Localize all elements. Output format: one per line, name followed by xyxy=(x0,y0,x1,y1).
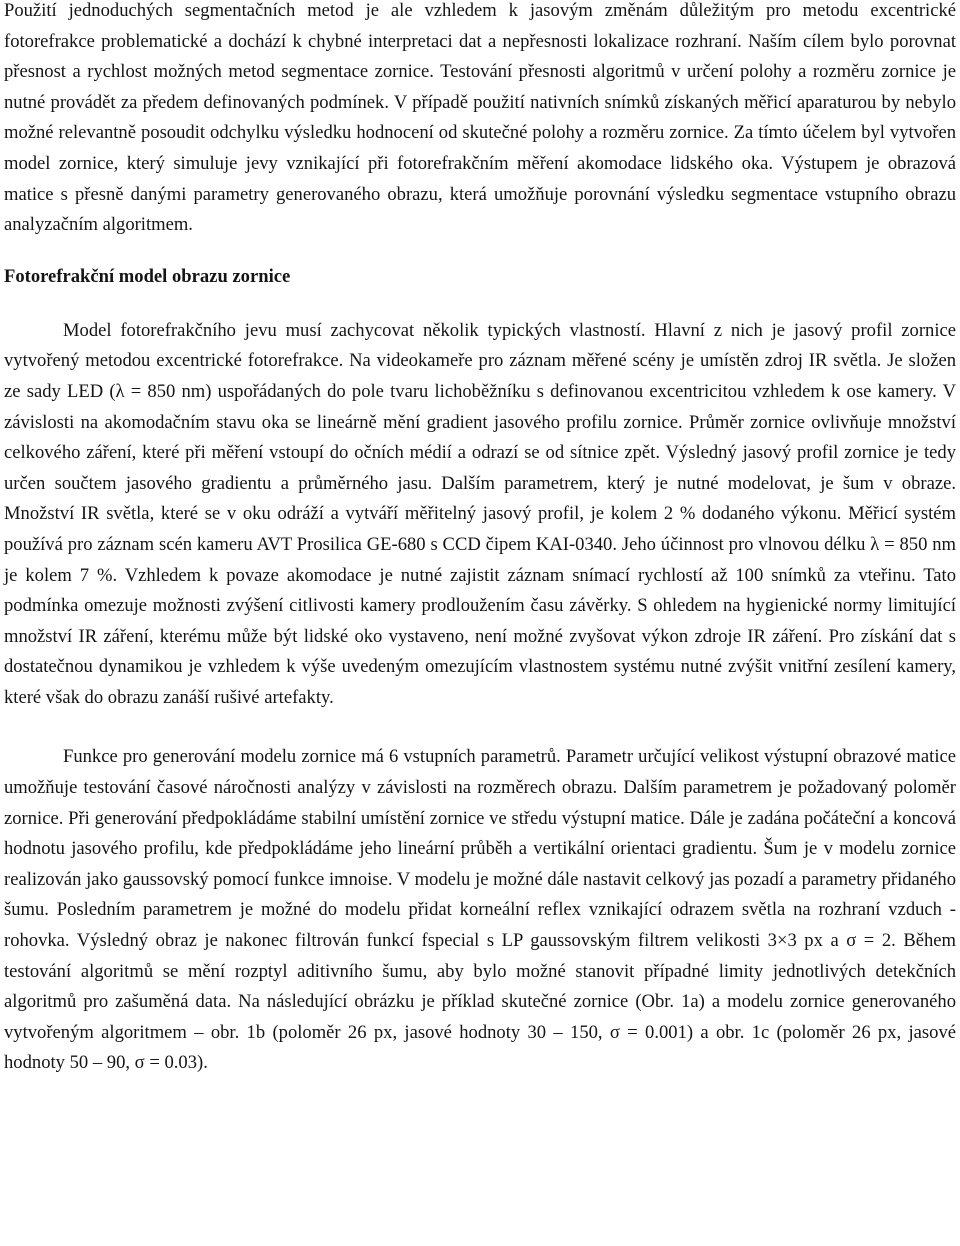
section-heading: Fotorefrakční model obrazu zornice xyxy=(4,265,291,287)
paragraph-model: Model fotorefrakčního jevu musí zachycovat několik typických vlastností. Hlavní z nich je jasový profil zornice vytvořený metodou excentrické fotorefrakce. Na videokameře pro záznam měřené scény je umístěn zdroj IR světla. Je složen ze sady LED (λ = 850 nm) uspořádaných do pole tvaru lichoběžníku s definovanou excentricitou vzhledem k ose kamery. V závislosti na akomodačním stavu oka se lineárně mění gradient jasového profilu zornice. Průměr zornice ovlivňuje množství celkového záření, které při měření vstoupí do očních médií a odrazí se od sítnice zpět. Výsledný jasový profil zornice je tedy určen součtem jasového gradientu a průměrného jasu. Dalším parametrem, který je nutné modelovat, je šum v obraze. Množství IR světla, které se v oku odráží a vytváří měřitelný jasový profil, je kolem 2 % dodaného výkonu. Měřicí systém používá pro záznam scén kameru AVT Prosilica GE-680 s CCD čipem KAI-0340. Jeho účinnost pro vlnovou délku λ = 850 nm je kolem 7 %. Vzhledem k povaze akomodace je nutné zajistit záznam snímací rychlostí až 100 snímků za vteřinu. Tato podmínka omezuje možnosti zvýšení citlivosti kamery prodloužením času závěrky. S ohledem na hygienické normy limitující množství IR záření, kterému může být lidské oko vystaveno, není možné zvyšovat výkon zdroje IR záření. Pro získání dat s dostatečnou dynamikou je vzhledem k výše uvedeným omezujícím vlastnostem systému nutné zvýšit vnitřní zesílení kamery, které však do obrazu zanáší rušivé artefakty. xyxy=(4,319,956,708)
paragraph-intro: Použití jednoduchých segmentačních metod je ale vzhledem k jasovým změnám důležitým pro metodu excentrické fotorefrakce problematické a dochází k chybné interpretaci dat a nepřesnosti lokalizace rozhraní. Naším cílem bylo porovnat přesnost a rychlost možných metod segmentace zornice. Testování přesnosti algoritmů v určení polohy a rozměru zornice je nutné provádět za předem definovaných podmínek. V případě použití nativních snímků získaných měřicí aparaturou by nebylo možné relevantně posoudit odchylku výsledku hodnocení od skutečné polohy a rozměru zornice. Za tímto účelem byl vytvořen model zornice, který simuluje jevy vznikající při fotorefrakčním měření akomodace lidského oka. Výstupem je obrazová matice s přesně danými parametry generovaného obrazu, která umožňuje porovnání výsledku segmentace vstupního obrazu analyzačním algoritmem. xyxy=(4,0,956,236)
paragraph-function: Funkce pro generování modelu zornice má 6 vstupních parametrů. Parametr určující velikost výstupní obrazové matice umožňuje testování časové náročnosti analýzy v závislosti na rozměrech obrazu. Dalším parametrem je požadovaný poloměr zornice. Při generování předpokládáme stabilní umístění zornice ve středu výstupní matice. Dále je zadána počáteční a koncová hodnotu jasového profilu, kde předpokládáme jeho lineární průběh a vertikální orientaci gradientu. Šum je v modelu zornice realizován jako gaussovský pomocí funkce imnoise. V modelu je možné dále nastavit celkový jas pozadí a parametry přidaného šumu. Posledním parametrem je možné do modelu přidat korneální reflex vznikající odrazem světla na rozhraní vzduch - rohovka. Výsledný obraz je nakonec filtrován funkcí fspecial s LP gaussovským filtrem velikosti 3×3 px a σ = 2. Během testování algoritmů se mění rozptyl aditivního šumu, aby bylo možné stanovit případné limity jednotlivých detekčních algoritmů pro zašuměná data. Na následující obrázku je příklad skutečné zornice (Obr. 1a) a modelu zornice generovaného vytvořeným algoritmem – obr. 1b (poloměr 26 px, jasové hodnoty 30 – 150, σ = 0.001) a obr. 1c (poloměr 26 px, jasové hodnoty 50 – 90, σ = 0.03). xyxy=(4,746,956,1074)
paragraph-spacer xyxy=(4,713,956,742)
document-page xyxy=(4,0,956,1079)
